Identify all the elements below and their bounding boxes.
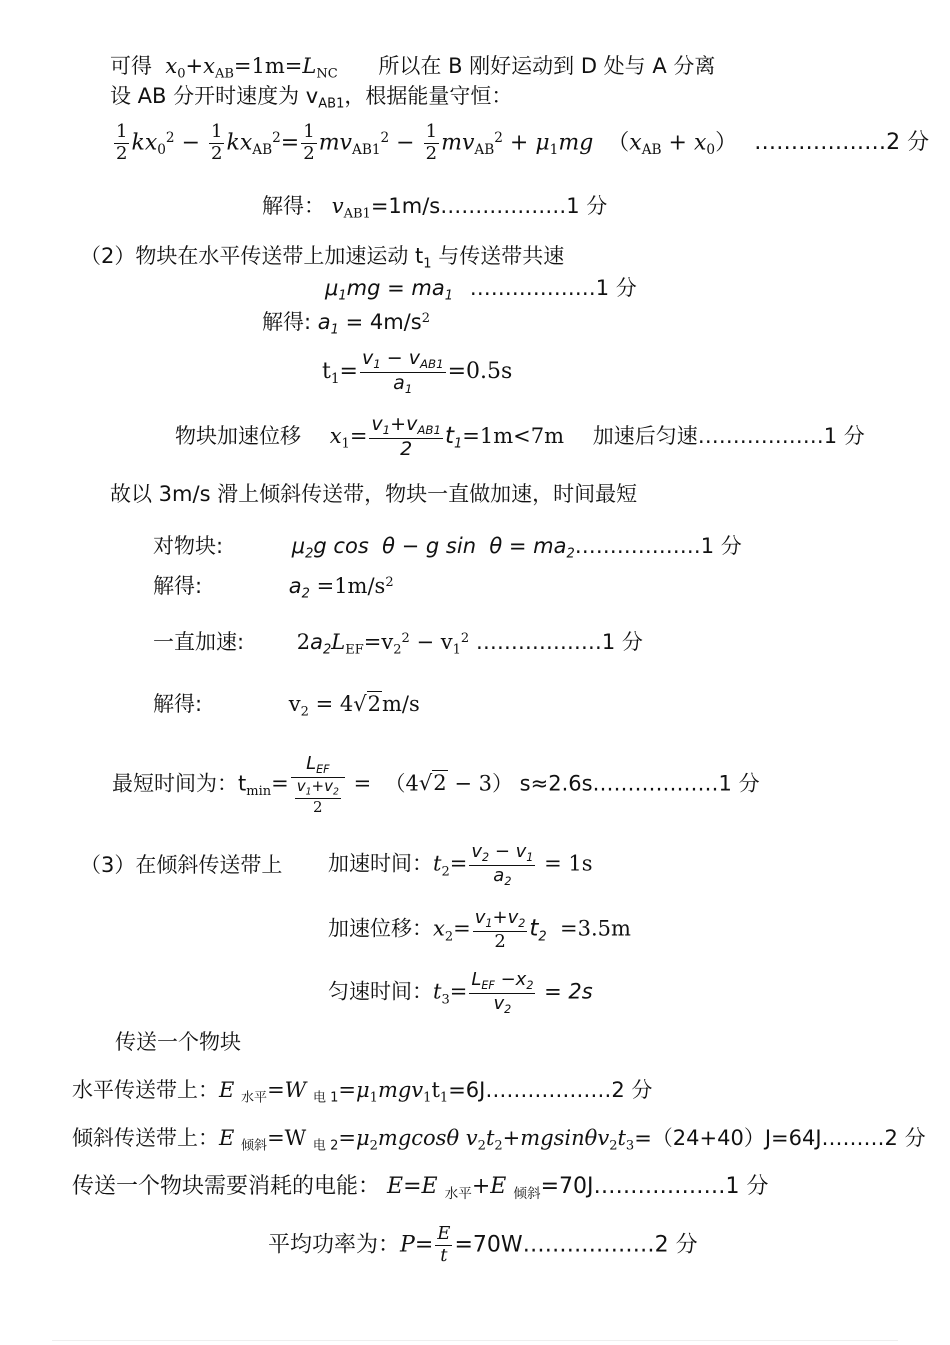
label-object: 对物块:: [153, 534, 224, 558]
line-always-accel: 一直加速: $2a_2L_{EF}=v_2^2 - v_1^2$ ………………1 分: [153, 630, 643, 658]
text-part2-intro-sub: 1: [423, 256, 432, 272]
score-2: ………………2 分: [754, 130, 930, 156]
eq-x2: 加速位移：$x_2=$ $\frac{v_1+v_2}{2}$ $t_2 =3.5m$: [328, 907, 631, 952]
line-horizontal-belt: 水平传送带上：E $_{水平}$=W $_{电 1}=\mu_1mgv_1t_1=6J\dots\dots\dots\dots\dots\dots 2$ 分: [72, 1078, 653, 1106]
eq-x0-xab-lnc: $x_0+x_{AB}=1m=L_{NC}$: [165, 54, 338, 82]
result-vab1: =1m/s………………1 分: [370, 194, 608, 218]
label-energy: 传送一个物块需要消耗的电能：: [72, 1174, 381, 1199]
eq-t2: 加速时间：$t_2=$ $\frac{v_2 - v_1}{a_2}$ = 1s: [328, 841, 593, 888]
line-object-eq: 对物块: $\mu_2g$ cos θ − g $\sin \theta = ma_2\dots\dots\dots\dots\dots\dots 1$ 分: [153, 534, 742, 562]
eq-energy-conservation: $\frac{1}{2}$ $kx_0^2$ − $\frac{1}{2}$ $kx_{AB}^2=$ $\frac{1}{2}$ $mv_{AB1}^2$ − $\frac{1}{2}$ $mv_{AB}^2 + \mu_1mg$ $(x_{AB} + x_0)$ ………………2 分: [116, 121, 930, 164]
line-displacement-x1: 物块加速位移 $x_1=$ $\frac{v_1+v_{AB1}}{2}$ $t_1=1m<7m$ 加速后匀速………………1 分: [175, 413, 865, 460]
line-solve-a2: 解得: $a_2 =1m/s^2$: [153, 574, 394, 602]
eq-newton-1: $\mu_1mg = ma_1$ ………………1 分: [325, 276, 637, 304]
result-t1: =0.5s: [447, 359, 513, 385]
text-part2-intro: （2）物块在水平传送带上加速运动 t: [80, 244, 424, 268]
label-min-time: 最短时间为：t: [112, 771, 247, 796]
var-v-sub: AB1: [343, 206, 371, 222]
label-solve-v2: 解得:: [153, 692, 203, 716]
line-power: 平均功率为：P= $\frac{E}{t}$ =70W………………2 分: [268, 1223, 698, 1266]
text-kede: 可得: [110, 54, 152, 78]
label-inclined-belt: 倾斜传送带上：: [72, 1126, 219, 1150]
eq-t3: 匀速时间：$t_3=$ $\frac{L_{EF} -x_2}{v_2}$ = 2s: [328, 969, 593, 1016]
label-solve-a2: 解得:: [153, 574, 203, 599]
line-part2-intro: [80, 246, 564, 271]
result-a2: =1m/s: [309, 574, 386, 599]
label-solve-a1: 解得:: [262, 310, 312, 335]
text-set-v-sub: AB1: [318, 96, 345, 112]
text-part2-intro-rest: 与传送带共速: [431, 244, 565, 268]
label-power: 平均功率为：: [268, 1232, 401, 1258]
line-part3-intro: [80, 855, 282, 876]
text-one-block: 传送一个物块: [115, 1030, 241, 1054]
result-horizontal: =6J………………2 分: [448, 1078, 653, 1102]
result-inclined: =（24+40）J=64J………2 分: [634, 1126, 926, 1150]
score-1c: ………………1 分: [469, 630, 643, 655]
eq-t1: $t_1=$ $\frac{v_1 - v_{AB1}}{a_1}$ =0.5s: [322, 347, 513, 396]
line-solve-v2: 解得: $v_2 = 4√2m/s$: [153, 692, 420, 720]
line-set-velocity: [110, 86, 512, 111]
result-x1: =1m<7m: [462, 423, 565, 448]
text-separate-at-d: 所以在 B 刚好运动到 D 处与 A 分离: [378, 54, 716, 78]
label-horizontal-belt: 水平传送带上：: [72, 1078, 219, 1102]
text-set-v: 设 AB 分开时速度为 v: [110, 84, 319, 108]
score-1a: ………………1 分: [469, 276, 637, 300]
line-one-block: [115, 1032, 241, 1053]
line-solve-a1: 解得: $a_1 = 4m/s^2$: [262, 310, 430, 338]
line-solve-vab1: [262, 196, 607, 221]
result-tmin: s≈2.6s………………1 分: [519, 771, 760, 796]
label-accel-disp: 加速位移：: [328, 916, 433, 941]
label-displacement: 物块加速位移: [175, 423, 301, 448]
result-energy: =70J………………1 分: [540, 1174, 769, 1199]
text-part3-intro: （3）在倾斜传送带上: [80, 853, 283, 877]
line-fastest: [110, 484, 637, 505]
note-uniform-score: 加速后匀速………………1 分: [592, 423, 865, 448]
page-bottom-rule: [52, 1340, 898, 1341]
line-min-time: 最短时间为：$t_{min}=$ $\frac{L_{EF}}{\frac{v_1+v_2}{2}}$ = （4√2 − 3） s≈2.6s………………1 分: [112, 753, 760, 816]
result-power: =70W………………2 分: [454, 1232, 698, 1258]
score-1b: ………………1 分: [574, 534, 742, 558]
text-fastest: 故以 3m/s 滑上倾斜传送带，物块一直做加速，时间最短: [110, 482, 638, 506]
label-accel-time: 加速时间：: [328, 851, 433, 876]
line-energy: 传送一个物块需要消耗的电能： E=E $_{水平}$+E $_{倾斜}$=70J………………1 分: [72, 1174, 769, 1202]
label-always-accel: 一直加速:: [153, 630, 245, 655]
line-x0-xab: [110, 56, 715, 81]
var-v: v: [331, 194, 344, 218]
result-a1: = 4m/s: [338, 310, 422, 335]
label-solve: 解得：: [262, 194, 325, 218]
label-min-sub: min: [246, 784, 272, 799]
var-v2: v: [288, 692, 301, 716]
text-energy-cons: ，根据能量守恒：: [344, 84, 513, 108]
label-uniform-time: 匀速时间：: [328, 979, 433, 1004]
line-inclined-belt: 倾斜传送带上：E $_{倾斜}$=W $_{电 2}=\mu_2mgcos\theta$ $v_2t_2+mgsin\theta v_2t_3=(24+40)J=64J\dots\dots\dots 2$ 分: [72, 1126, 926, 1154]
